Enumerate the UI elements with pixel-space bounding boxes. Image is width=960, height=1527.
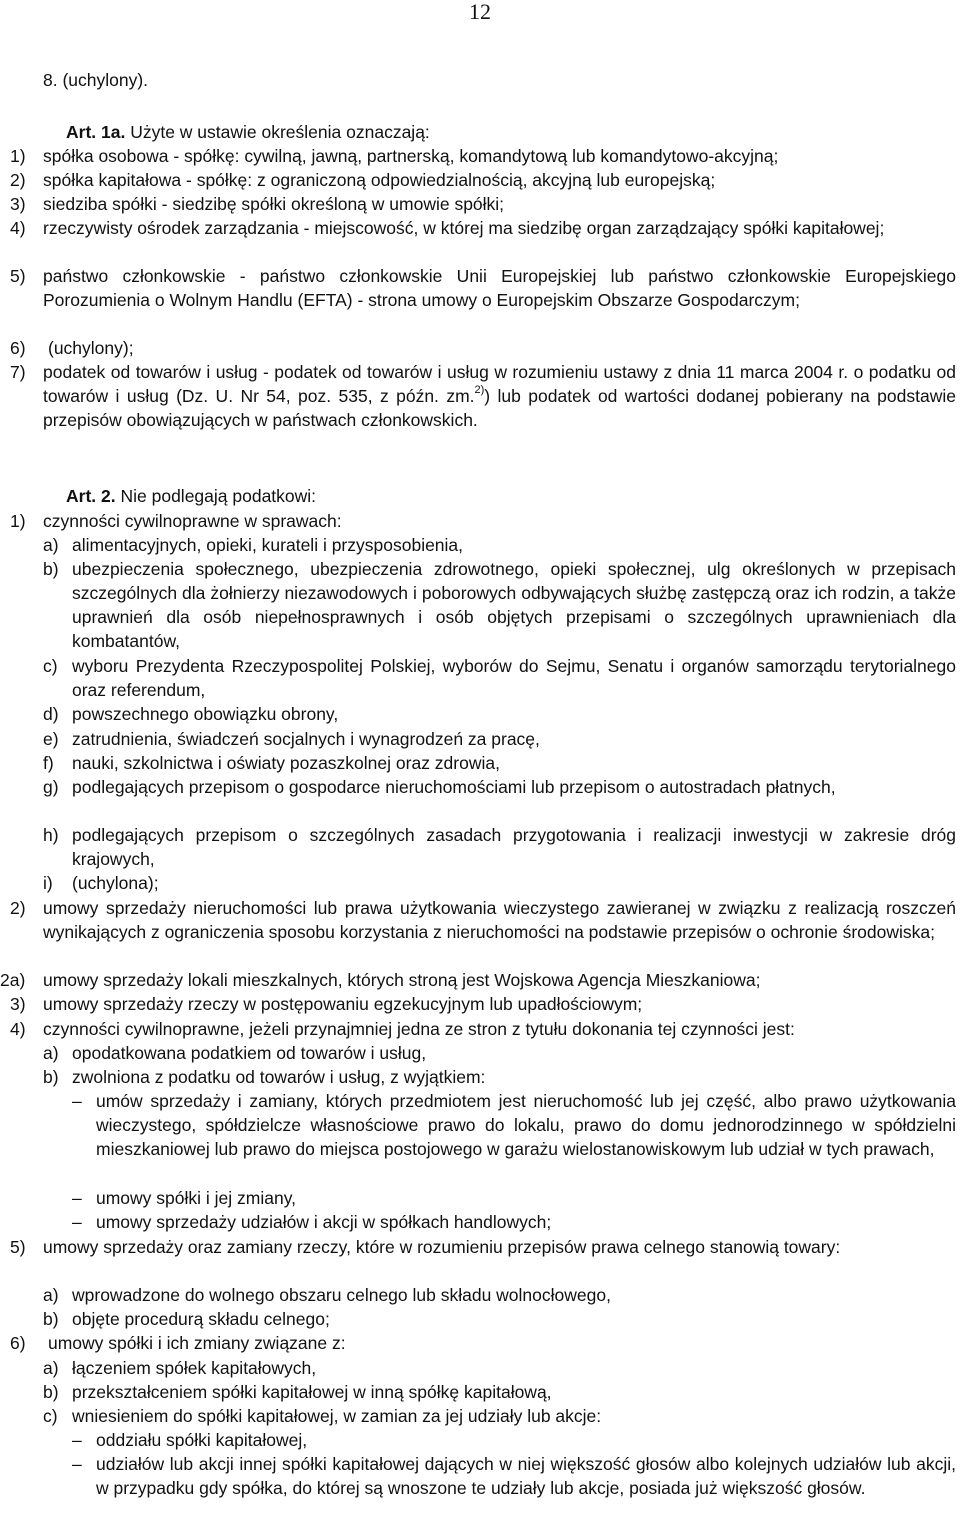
- item-number: 2): [10, 170, 26, 190]
- sub-text: wprowadzone do wolnego obszaru celnego lub składu wolnocłowego,: [72, 1285, 611, 1305]
- dash-bullet: –: [72, 1212, 82, 1232]
- sub-letter: a): [43, 1043, 59, 1063]
- art-1a-intro: Użyte w ustawie określenia oznaczają:: [130, 122, 430, 142]
- sub-letter: d): [43, 704, 59, 724]
- item-number: 6): [10, 338, 26, 358]
- item-number: 4): [10, 1019, 26, 1039]
- dash-bullet: –: [72, 1454, 82, 1474]
- sub-letter: a): [43, 1358, 59, 1378]
- item-number: 2): [10, 898, 26, 918]
- sub-text: podlegających przepisom o szczególnych zasadach przygotowania i realizacji inwestycji w zakresie dróg krajowych,: [72, 825, 956, 869]
- item-number: 5): [10, 1237, 26, 1257]
- sub-text: przekształceniem spółki kapitałowej w inną spółkę kapitałową,: [72, 1382, 552, 1402]
- dash-bullet: –: [72, 1430, 82, 1450]
- dash-text: umowy spółki i jej zmiany,: [96, 1188, 297, 1208]
- sub-letter: c): [43, 656, 58, 676]
- item-text: umowy sprzedaży lokali mieszkalnych, których stroną jest Wojskowa Agencja Mieszkaniowa;: [43, 970, 761, 990]
- sub-letter: b): [43, 1309, 59, 1329]
- sub-letter: i): [43, 873, 53, 893]
- item-number: 3): [10, 994, 26, 1014]
- sub-text: wniesieniem do spółki kapitałowej, w zamian za jej udziały lub akcje:: [72, 1406, 602, 1426]
- sub-text: zatrudnienia, świadczeń socjalnych i wynagrodzeń za pracę,: [72, 729, 540, 749]
- sub-text: powszechnego obowiązku obrony,: [72, 704, 339, 724]
- item-text: rzeczywisty ośrodek zarządzania - miejscowość, w której ma siedzibę organ zarządzający spółki kapitałowej;: [43, 218, 885, 238]
- dash-text: udziałów lub akcji innej spółki kapitałowej dających w niej większość głosów albo kolejnych udziałów lub akcji, w przypadku gdy spółka, do której są wnoszone te udziały lub akcje, posiada już większość głosów.: [96, 1454, 956, 1498]
- art-1a-heading: [66, 120, 430, 144]
- footnote-ref: 2): [474, 384, 485, 397]
- item-text: czynności cywilnoprawne w sprawach:: [43, 511, 342, 531]
- sub-text: ubezpieczenia społecznego, ubezpieczenia zdrowotnego, opieki społecznej, ulg określonych w przepisach szczególnych dla żołnierzy niezawodowych i poborowych odbywających służbę zastępczą oraz ich rodzin, a także uprawnień dla osób niepełnosprawnych i osób objętych przepisami o szczególnych uprawnieniach dla kombatantów,: [72, 559, 956, 651]
- item-text: umowy sprzedaży rzeczy w postępowaniu egzekucyjnym lub upadłościowym;: [43, 994, 643, 1014]
- art-2-intro: Nie podlegają podatkowi:: [120, 486, 317, 506]
- item-text: spółka osobowa - spółkę: cywilną, jawną, partnerską, komandytową lub komandytowo-akcyjną;: [43, 146, 779, 166]
- sub-letter: b): [43, 1382, 59, 1402]
- sub-text: alimentacyjnych, opieki, kurateli i przysposobienia,: [72, 535, 464, 555]
- item-text: umowy sprzedaży nieruchomości lub prawa użytkowania wieczystego zawieranej w związku z realizacją roszczeń wynikających z ograniczenia sposobu korzystania z nieruchomości na podstawie przepisów o ochronie środowiska;: [43, 898, 956, 942]
- page-number: 12: [469, 0, 491, 24]
- item-8-uchylony: 8. (uchylony).: [43, 70, 149, 90]
- item-number: 6): [10, 1333, 26, 1353]
- sub-text: zwolniona z podatku od towarów i usług, z wyjątkiem:: [72, 1067, 486, 1087]
- sub-letter: c): [43, 1406, 58, 1426]
- item-number: 4): [10, 218, 26, 238]
- sub-letter: h): [43, 825, 59, 845]
- dash-bullet: –: [72, 1188, 82, 1208]
- item-number: 1): [10, 146, 26, 166]
- item-text: umowy sprzedaży oraz zamiany rzeczy, które w rozumieniu przepisów prawa celnego stanowią towary:: [43, 1237, 841, 1257]
- item-text: spółka kapitałowa - spółkę: z ograniczoną odpowiedzialnością, akcyjną lub europejską;: [43, 170, 716, 190]
- sub-letter: b): [43, 1067, 59, 1087]
- item-number: 1): [10, 511, 26, 531]
- art-2-label: Art. 2.: [66, 486, 116, 506]
- dash-text: umów sprzedaży i zamiany, których przedmiotem jest nieruchomość lub jej część, albo prawo użytkowania wieczystego, spółdzielcze własnościowe prawo do lokalu, prawo do domu jednorodzinnego w spółdzielni mieszkaniowej lub prawo do miejsca postojowego w garażu wielostanowiskowym lub udział w tych prawach,: [96, 1091, 956, 1159]
- art-2-heading: [66, 484, 316, 508]
- sub-letter: e): [43, 729, 59, 749]
- item-text: czynności cywilnoprawne, jeżeli przynajmniej jedna ze stron z tytułu dokonania tej czynności jest:: [43, 1019, 795, 1039]
- item-number: 2a): [0, 970, 26, 990]
- art-1a-label: Art. 1a.: [66, 122, 126, 142]
- sub-text: (uchylona);: [72, 873, 159, 893]
- sub-text: objęte procedurą składu celnego;: [72, 1309, 330, 1329]
- dash-text: oddziału spółki kapitałowej,: [96, 1430, 308, 1450]
- sub-text: podlegających przepisom o gospodarce nieruchomościami lub przepisom o autostradach płatnych,: [72, 777, 836, 797]
- sub-letter: f): [43, 753, 54, 773]
- item-text-part-a: podatek od towarów i usług - podatek od towarów i usług w rozumieniu ustawy z dnia 11 marca 2004 r. o podatku od towarów i usług (Dz. U. Nr 54, poz. 535, z późn. zm.: [43, 362, 956, 406]
- sub-letter: a): [43, 535, 59, 555]
- sub-text: opodatkowana podatkiem od towarów i usług,: [72, 1043, 427, 1063]
- item-text: (uchylony);: [48, 338, 134, 358]
- item-text: siedziba spółki - siedzibę spółki określoną w umowie spółki;: [43, 194, 505, 214]
- sub-letter: a): [43, 1285, 59, 1305]
- item-text: państwo członkowskie - państwo członkowskie Unii Europejskiej lub państwo członkowskie Europejskiego Porozumienia o Wolnym Handlu (EFTA) - strona umowy o Europejskim Obszarze Gospodarczym;: [43, 266, 956, 310]
- item-text: [43, 360, 956, 432]
- dash-bullet: –: [72, 1091, 82, 1111]
- item-number: 5): [10, 266, 26, 286]
- dash-text: umowy sprzedaży udziałów i akcji w spółkach handlowych;: [96, 1212, 552, 1232]
- item-number: 7): [10, 362, 26, 382]
- item-text: umowy spółki i ich zmiany związane z:: [48, 1333, 346, 1353]
- item-number: 3): [10, 194, 26, 214]
- sub-letter: g): [43, 777, 59, 797]
- sub-text: wyboru Prezydenta Rzeczypospolitej Polskiej, wyborów do Sejmu, Senatu i organów samorządu terytorialnego oraz referendum,: [72, 656, 956, 700]
- sub-letter: b): [43, 559, 59, 579]
- sub-text: łączeniem spółek kapitałowych,: [72, 1358, 317, 1378]
- sub-text: nauki, szkolnictwa i oświaty pozaszkolnej oraz zdrowia,: [72, 753, 500, 773]
- item-text-part-b: ) lub podatek od wartości dodanej pobierany na podstawie przepisów obowiązujących w państwach członkowskich.: [43, 386, 956, 430]
